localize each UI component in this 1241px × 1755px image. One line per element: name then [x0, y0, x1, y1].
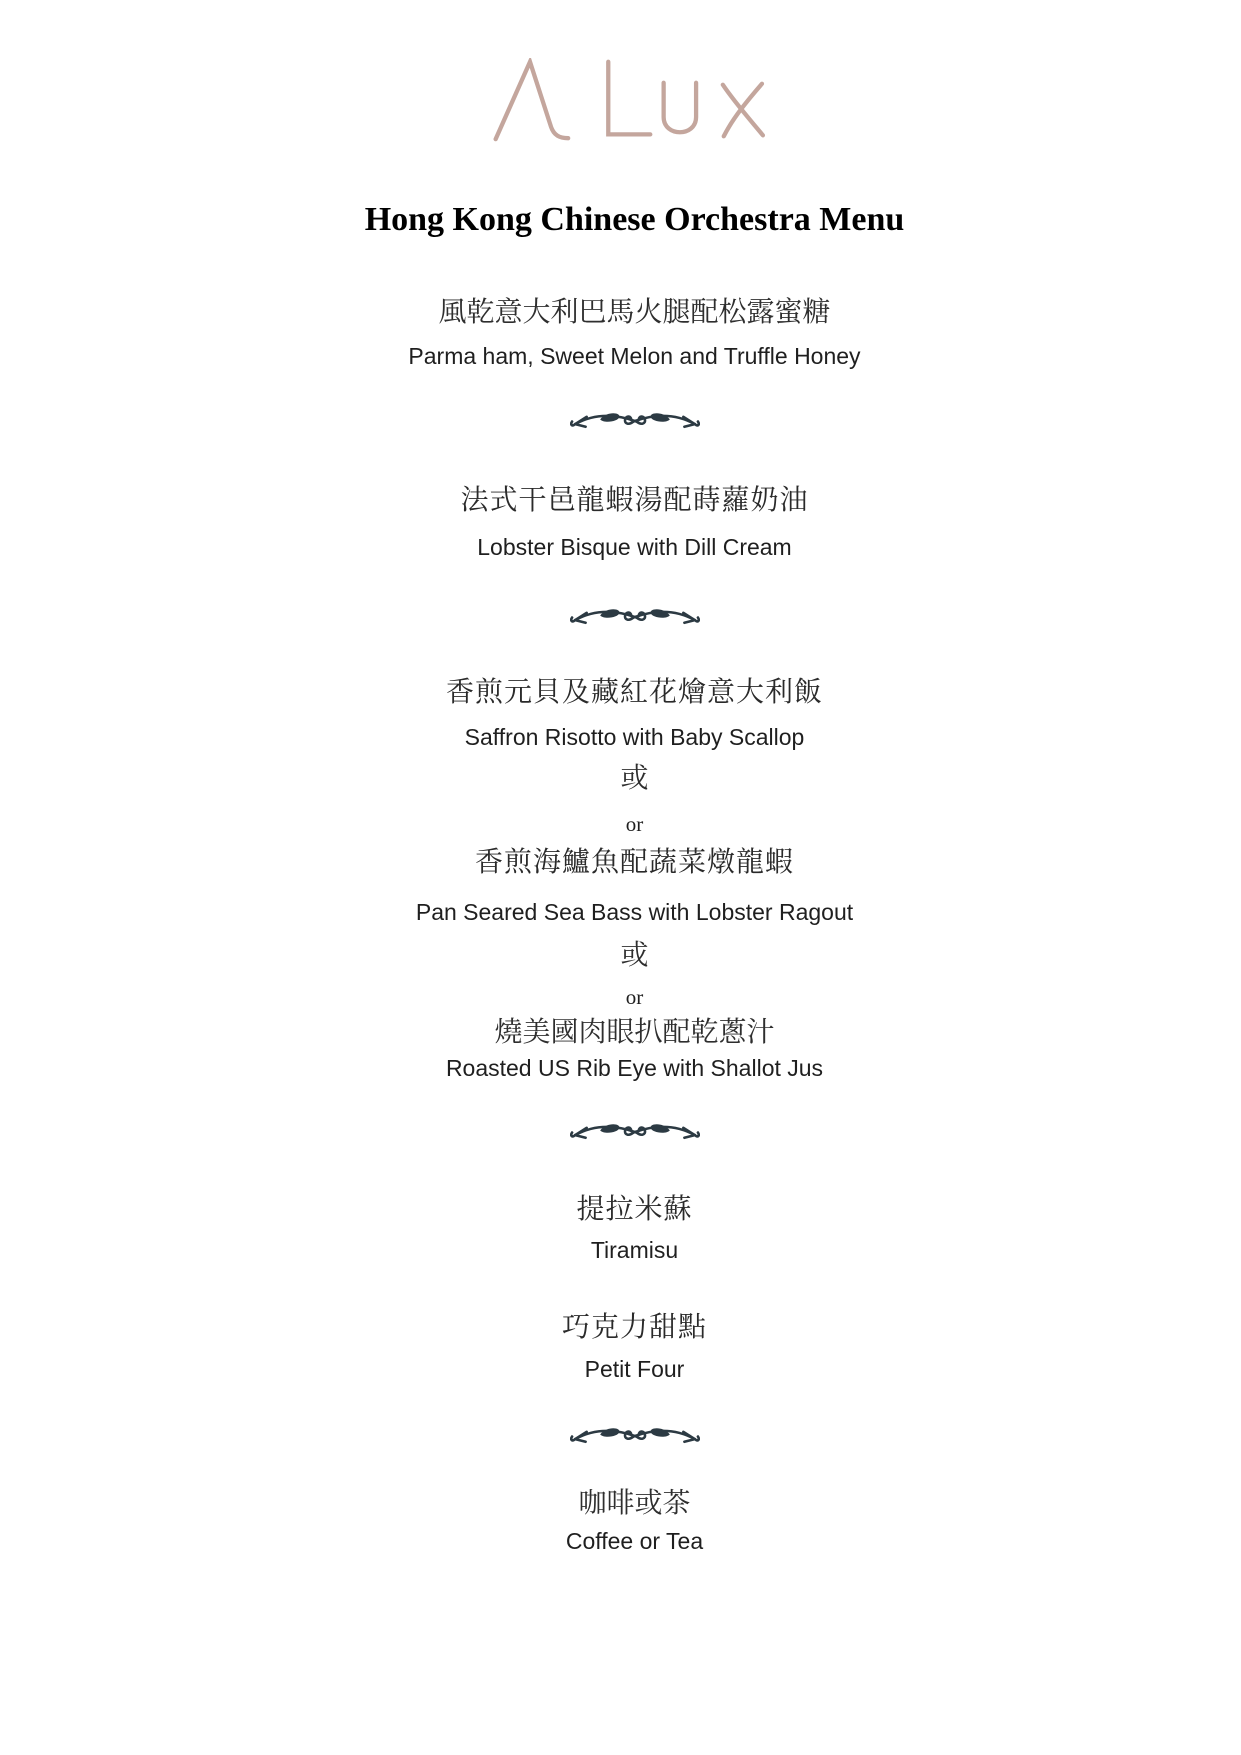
or-separator-zh: 或	[620, 940, 649, 971]
course-name-zh: 香煎海鱸魚配蔬菜燉龍蝦	[474, 846, 794, 877]
or-separator-en: or	[625, 812, 644, 836]
course-name-en: Roasted US Rib Eye with Shallot Jus	[445, 1055, 824, 1081]
flourish-divider	[14, 1120, 1241, 1143]
a-lux-logo-icon	[490, 58, 780, 142]
or-separator-zh: 或	[620, 763, 649, 794]
course-name-zh: 燒美國肉眼扒配乾蔥汁	[494, 1017, 775, 1048]
course-name-en: Tiramisu	[590, 1237, 679, 1263]
course-name-en: Petit Four	[584, 1356, 685, 1382]
course-name-zh: 提拉米蘇	[576, 1193, 693, 1224]
flourish-divider	[14, 605, 1241, 628]
menu-title: Hong Kong Chinese Orchestra Menu	[364, 201, 905, 238]
course-name-en: Coffee or Tea	[565, 1528, 704, 1554]
course-name-en: Parma ham, Sweet Melon and Truffle Honey	[408, 343, 861, 369]
course-name-zh: 咖啡或茶	[578, 1488, 691, 1519]
restaurant-logo	[14, 58, 1241, 147]
course-name-zh: 香煎元貝及藏紅花燴意大利飯	[445, 676, 823, 707]
flourish-divider	[14, 1424, 1241, 1447]
course-name-zh: 風乾意大利巴馬火腿配松露蜜糖	[438, 297, 831, 328]
flourish-divider	[14, 409, 1241, 432]
course-name-en: Pan Seared Sea Bass with Lobster Ragout	[415, 899, 854, 925]
flourish-divider-icon	[570, 605, 700, 628]
flourish-divider-icon	[570, 1424, 700, 1447]
course-name-en: Lobster Bisque with Dill Cream	[477, 534, 792, 560]
course-name-en: Saffron Risotto with Baby Scallop	[464, 724, 805, 750]
flourish-divider-icon	[570, 1120, 700, 1143]
flourish-divider-icon	[570, 409, 700, 432]
course-name-zh: 巧克力甜點	[561, 1311, 707, 1342]
or-separator-en: or	[625, 985, 644, 1009]
course-name-zh: 法式干邑龍蝦湯配蒔蘿奶油	[460, 484, 809, 515]
